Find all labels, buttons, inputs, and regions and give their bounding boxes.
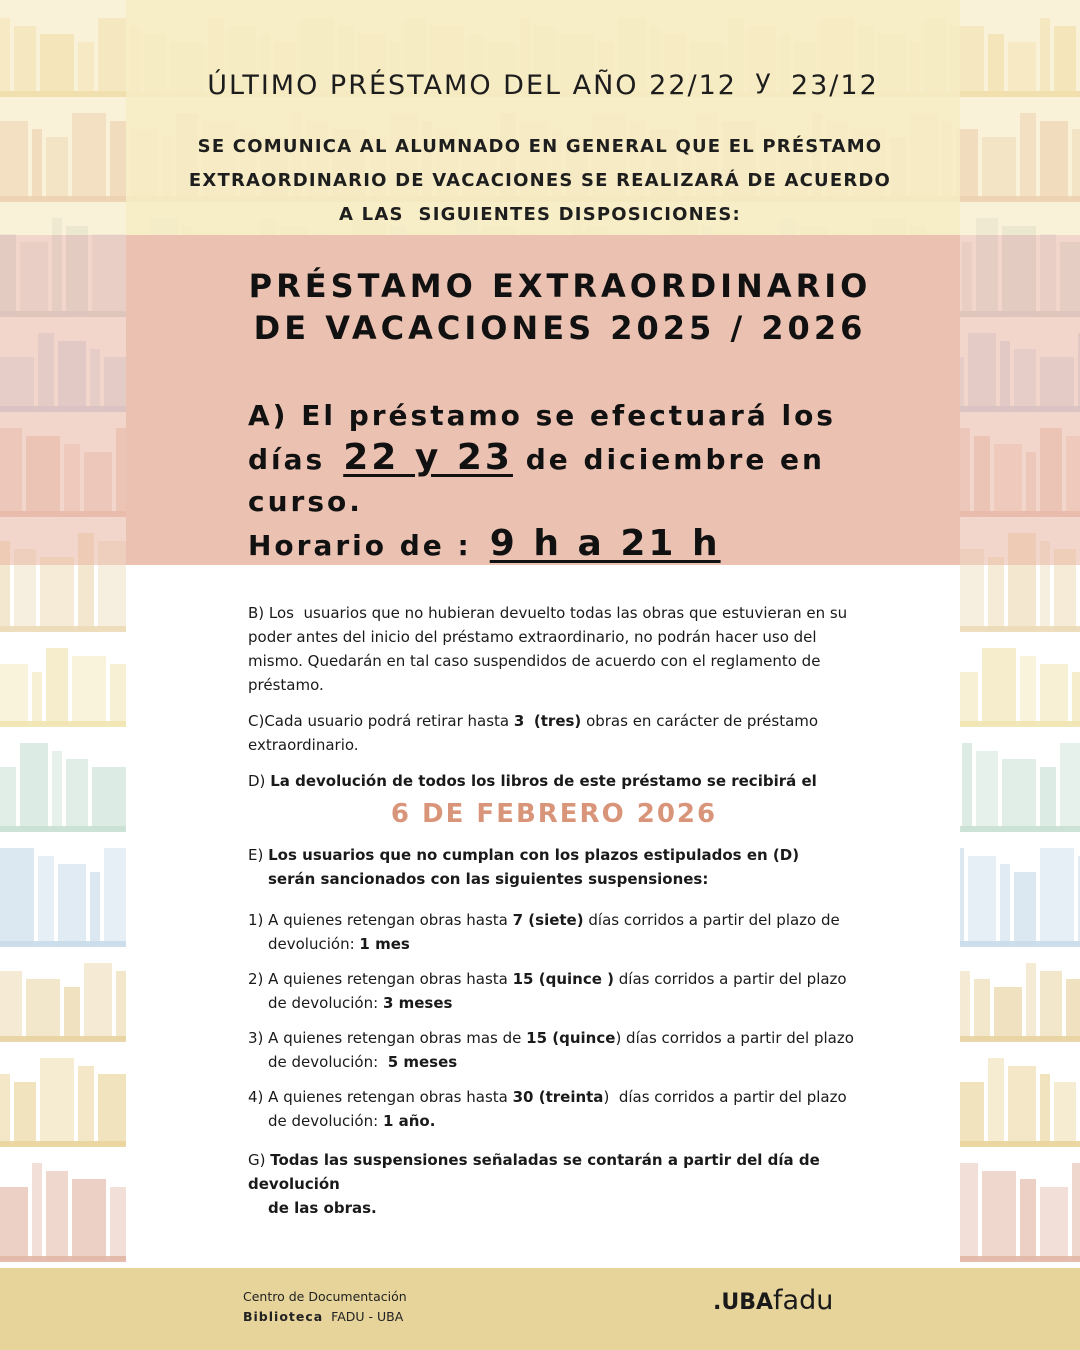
main-title-line-1: PRÉSTAMO EXTRAORDINARIO	[248, 267, 872, 305]
penalty-2-post: días corridos a partir del plazo	[618, 970, 847, 988]
section-a-line-2-post: de diciembre en	[525, 443, 825, 476]
section-e	[248, 843, 860, 867]
section-g-line-2: de las obras.	[268, 1199, 377, 1217]
penalty-2-limit: 15 (quince )	[512, 970, 614, 988]
section-a-prefix: A)	[248, 399, 289, 432]
penalty-4-pre: 4) A quienes retengan obras hasta	[248, 1088, 508, 1106]
penalty-item	[248, 908, 860, 932]
intro-line-2: EXTRAORDINARIO DE VACACIONES SE REALIZARÁ DE ACUERDO	[188, 170, 892, 191]
penalty-4-line2: de devolución:	[268, 1112, 379, 1130]
penalty-1-line2: devolución:	[268, 935, 355, 953]
main-title-line-2: DE VACACIONES 2025 / 2026	[253, 309, 867, 347]
section-d-text: La devolución de todos los libros de este préstamo se recibirá el	[270, 772, 817, 790]
section-a	[248, 395, 888, 567]
section-d-prefix: D)	[248, 772, 266, 790]
footer-organization	[243, 1287, 407, 1327]
intro-line-1: SE COMUNICA AL ALUMNADO EN GENERAL QUE EL PRÉSTAMO	[197, 136, 883, 157]
body-text	[248, 601, 860, 1220]
section-c-num: 3	[513, 712, 525, 730]
penalty-3-line-2	[248, 1050, 860, 1074]
intro-text	[170, 130, 910, 232]
footer-org-rest: FADU - UBA	[331, 1309, 404, 1324]
section-e-prefix: E)	[248, 846, 264, 864]
intro-line-3: A LAS SIGUIENTES DISPOSICIONES:	[339, 204, 741, 225]
penalty-4-line-2	[248, 1109, 860, 1133]
penalty-item	[248, 1026, 860, 1050]
penalty-1-post: días corridos a partir del plazo de	[588, 911, 840, 929]
footer-org-bold: Biblioteca	[243, 1309, 324, 1324]
penalty-2-pre: 2) A quienes retengan obras hasta	[248, 970, 508, 988]
title-left: ÚLTIMO PRÉSTAMO DEL AÑO 22/12	[207, 70, 737, 101]
penalty-4-result: 1 año.	[382, 1112, 436, 1130]
page-title	[126, 64, 960, 101]
penalty-2-result: 3 meses	[382, 994, 453, 1012]
title-separator: y	[754, 64, 773, 95]
penalty-item	[248, 967, 860, 991]
penalty-1-line-2	[248, 932, 860, 956]
section-b: B) Los usuarios que no hubieran devuelto todas las obras que estuvieran en su poder antes del inicio del préstamo extraordinario, no podrán hacer uso del mismo. Quedarán en tal caso suspendidos de acuerdo con el reglamento de préstamo.	[248, 604, 852, 694]
penalty-1-limit: 7 (siete)	[512, 911, 584, 929]
penalty-3-post: ) días corridos a partir del plazo	[615, 1029, 854, 1047]
section-a-line-1: El préstamo se efectuará los	[301, 399, 836, 432]
section-d	[248, 769, 860, 793]
penalty-3-pre: 3) A quienes retengan obras mas de	[248, 1029, 522, 1047]
section-c-pre: C)Cada usuario podrá retirar hasta	[248, 712, 510, 730]
section-a-line-3: curso.	[248, 485, 363, 518]
section-g-line-1: Todas las suspensiones señaladas se contarán a partir del día de devolución	[248, 1151, 820, 1193]
section-e-line-1: Los usuarios que no cumplan con los plazos estipulados en (D)	[268, 846, 800, 864]
penalty-1-pre: 1) A quienes retengan obras hasta	[248, 911, 508, 929]
section-c-num-word: (tres)	[533, 712, 582, 730]
loan-days: 22 y 23	[343, 437, 513, 478]
penalty-item	[248, 1085, 860, 1109]
section-g-prefix: G)	[248, 1151, 266, 1169]
logo-uba: .UBA	[713, 1290, 774, 1315]
title-right: 23/12	[790, 70, 879, 101]
penalty-3-limit: 15 (quince	[526, 1029, 616, 1047]
section-c-post: obras en carácter de préstamo extraordinario.	[248, 712, 819, 754]
section-a-line-2-pre: días	[248, 443, 326, 476]
section-e-line-2-wrap	[248, 867, 860, 891]
return-date: 6 DE FEBRERO 2026	[390, 799, 718, 829]
section-g-line-2-wrap	[248, 1196, 860, 1220]
penalty-4-limit: 30 (treinta	[512, 1088, 604, 1106]
penalty-4-post: ) días corridos a partir del plazo	[603, 1088, 847, 1106]
main-title	[126, 265, 994, 349]
penalty-1-result: 1 mes	[359, 935, 410, 953]
section-g	[248, 1148, 860, 1196]
section-c	[248, 709, 860, 757]
penalty-2-line-2	[248, 991, 860, 1015]
footer-org-line-1: Centro de Documentación	[243, 1289, 407, 1304]
logo-fadu: fadu	[773, 1285, 834, 1316]
section-e-line-2: serán sancionados con las siguientes suspensiones:	[268, 870, 709, 888]
uba-fadu-logo	[713, 1285, 833, 1316]
schedule-value: 9 h a 21 h	[489, 523, 721, 564]
penalty-3-result: 5 meses	[387, 1053, 458, 1071]
footer-band	[0, 1268, 1080, 1350]
penalty-2-line2: de devolución:	[268, 994, 379, 1012]
schedule-label: Horario de :	[248, 529, 472, 562]
penalty-3-line2: de devolución:	[268, 1053, 379, 1071]
